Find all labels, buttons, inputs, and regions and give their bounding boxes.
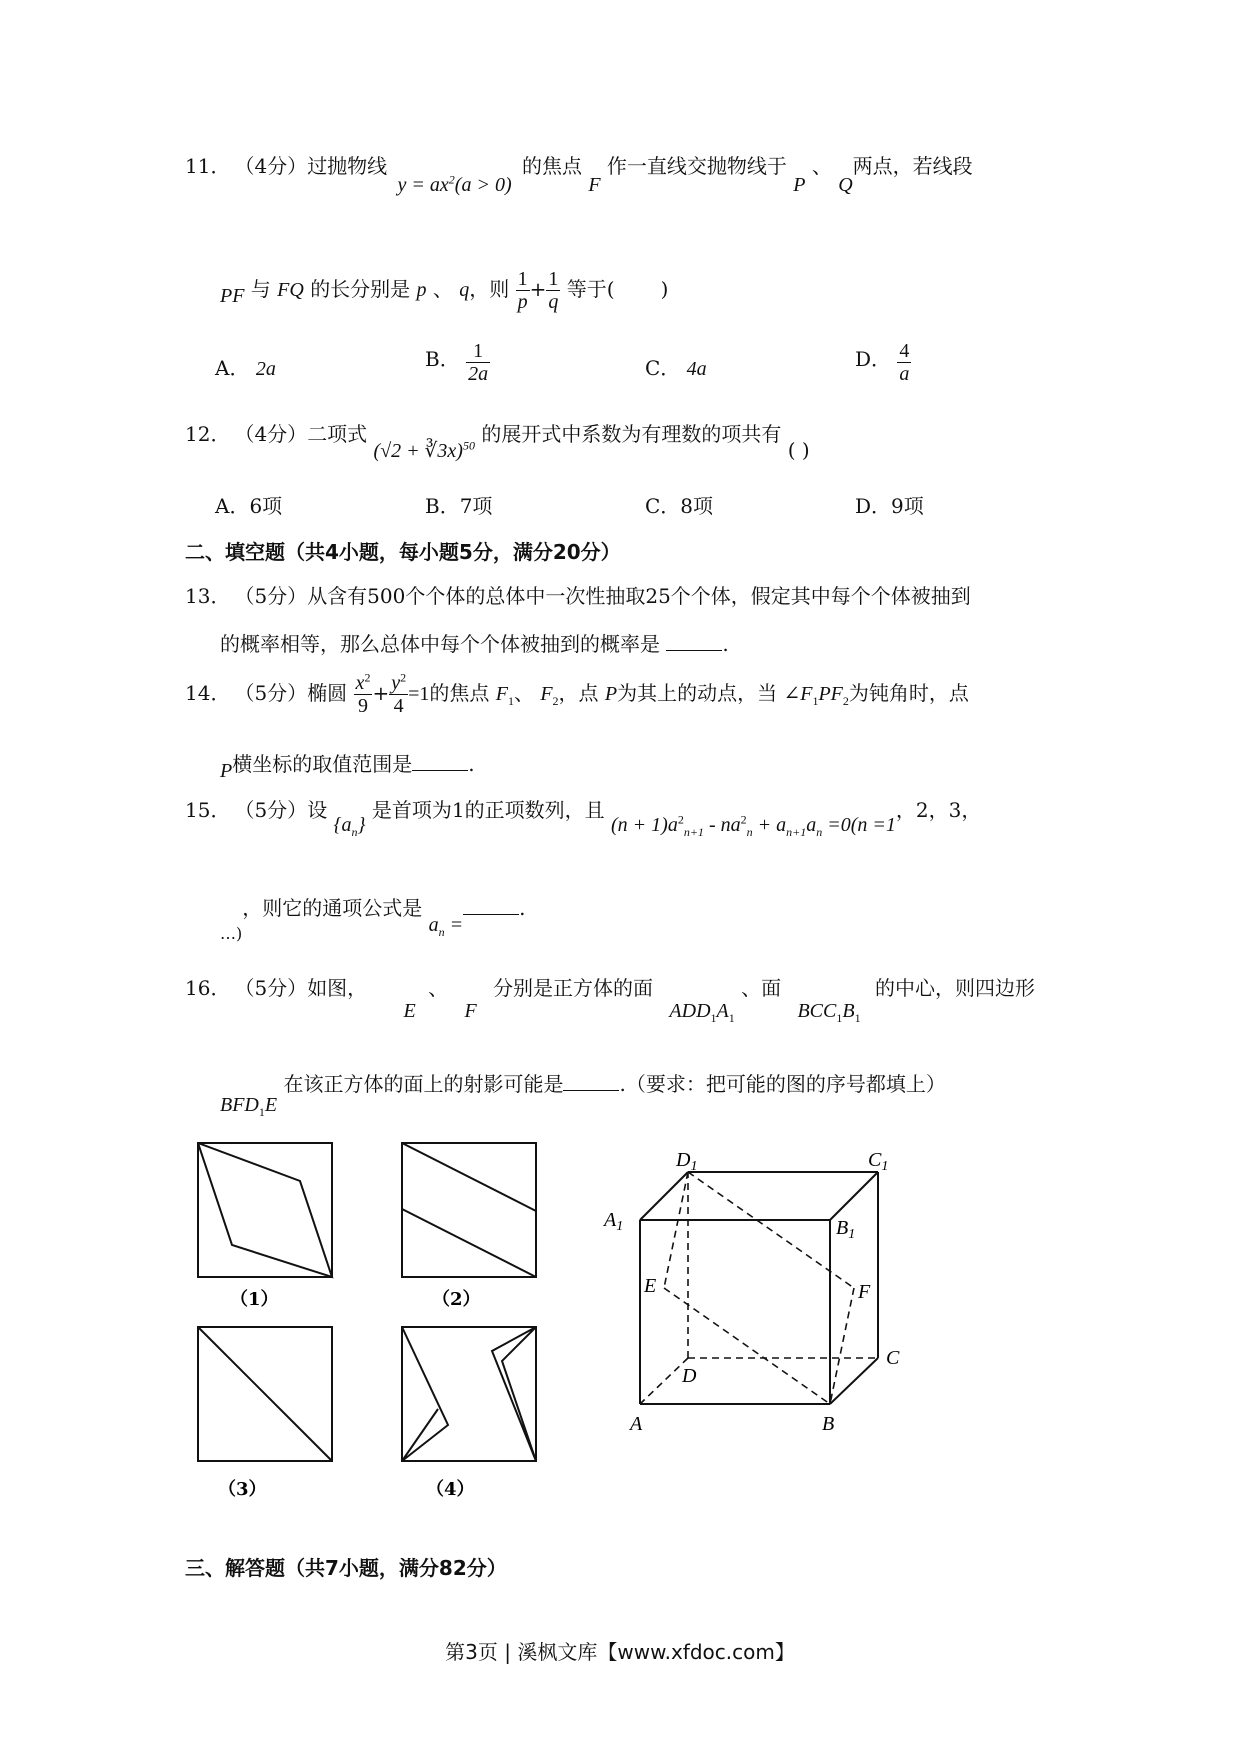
q11-frac-1-p: $\frac{1}{p}$ — [517, 268, 528, 313]
section-heading-3: 三、解答题（共7小题，满分82分） — [185, 1556, 507, 1580]
q16-line1: 16． （5分）如图， E 、 F 分别是正方体的面 $ADD_1A_1$ 、面 $BCC_1B_1$ 的中心，则四边形 — [185, 976, 1035, 1025]
q15-line2: $_{\dots)}$，则它的通项公式是 $a_n$ =. — [220, 896, 526, 943]
cube-label-f: F — [858, 1281, 871, 1303]
q13-line1: 13． （5分）从含有500个个体的总体中一次性抽取25个个体，假定其中每个个体被抽到 — [185, 584, 971, 608]
cube-label-e: E — [644, 1275, 657, 1297]
q11-score: （4分） — [244, 154, 308, 178]
q12-option-b: B．7项 — [425, 494, 493, 518]
quad-edge-d1-e — [664, 1172, 688, 1288]
q13-line2: 的概率相等，那么总体中每个个体被抽到的概率是 . — [220, 632, 729, 656]
answer-blank[interactable] — [563, 1074, 619, 1091]
figure-4-left-shape — [402, 1327, 448, 1461]
q12-binomial: (√2 + ∛3x)$^{50}$ — [373, 438, 475, 462]
q11-option-c: C． 4a — [645, 356, 707, 380]
q11-options — [215, 340, 935, 400]
figure-3-caption: （3） — [218, 1479, 267, 1500]
q15-line1: 15． （5分）设 $\{a_n\}$ 是首项为1的正项数列，且 $(n + 1)a^2_{n+1} - na^2_n + a_{n+1}a_n =0(n =1$，2，3， — [185, 798, 982, 839]
projection-figures — [190, 1135, 560, 1515]
cube-edge-c1-b1 — [830, 1172, 878, 1220]
cube-label-a: A — [630, 1413, 643, 1435]
answer-blank[interactable] — [412, 754, 468, 771]
figure-1-projection — [198, 1143, 332, 1277]
cube-label-d1: $D_1$ — [676, 1149, 698, 1174]
q12-options — [215, 490, 935, 520]
q11-line1: 11． （4分）过抛物线 $y = ax^2(a > 0)$ 的焦点 F 作一直线交抛物线于 P 、 Q两点，若线段 — [185, 154, 973, 196]
quad-edge-f-b — [830, 1288, 854, 1404]
figure-4-caption: （4） — [426, 1479, 475, 1500]
page-footer: 第3页 | 溪枫文库【www.xfdoc.com】 — [445, 1640, 795, 1664]
answer-blank[interactable] — [463, 898, 519, 915]
q14-frac-x: $\frac{x^2}{9}$ — [355, 670, 371, 717]
q12-line: 12． （4分）二项式 (√2 + ∛3x)$^{50}$ 的展开式中系数为有理数的项共有 ( ) — [185, 422, 810, 462]
figure-3-diagonal — [198, 1327, 332, 1461]
q15-recurrence: $(n + 1)a^2_{n+1} - na^2_n + a_{n+1}a_n =0(n =1$ — [611, 812, 896, 839]
q11-option-d: D． $\frac{4}{a}$ — [855, 340, 910, 385]
q11-curve: $y = ax^2(a > 0)$ — [397, 172, 512, 196]
q11-option-b: B． $\frac{1}{2a}$ — [425, 340, 489, 385]
q12-option-d: D．9项 — [855, 494, 924, 518]
figure-2-line-lower — [402, 1209, 536, 1277]
cube-label-a1: $A_1$ — [604, 1209, 624, 1234]
figure-1-square — [198, 1143, 332, 1277]
cube-label-b1: $B_1$ — [836, 1217, 856, 1242]
q12-option-a: A．6项 — [215, 494, 283, 518]
q11-frac-1-q: $\frac{1}{q}$ — [548, 268, 559, 313]
answer-blank[interactable] — [666, 634, 722, 651]
section-heading-2: 二、填空题（共4小题，每小题5分，满分20分） — [185, 540, 621, 564]
q11-number: 11． — [185, 154, 231, 178]
q14-frac-y: $\frac{y^2}{4}$ — [391, 670, 407, 717]
q11-line2: PF 与 FQ 的长分别是 p 、 q，则 $\frac{1}{p}$ + $\frac{1}{q}$ 等于( ) — [220, 268, 669, 313]
cube-edge-c-b — [830, 1358, 878, 1404]
q11-option-a: A． 2a — [215, 356, 276, 380]
figure-2-line-upper — [402, 1143, 536, 1211]
figure-2-square — [402, 1143, 536, 1277]
q16-line2: $BFD_1E$ 在该正方体的面上的射影可能是 .（要求：把可能的图的序号都填上） — [220, 1072, 946, 1119]
q14-line2: P横坐标的取值范围是 . — [220, 752, 475, 782]
figure-2-caption: （2） — [432, 1289, 481, 1310]
cube-label-d: D — [682, 1365, 697, 1387]
cube-label-c: C — [886, 1347, 900, 1369]
cube-edge-a1-d1 — [640, 1172, 688, 1220]
figure-1-caption: （1） — [230, 1289, 279, 1310]
cube-hidden-d-a — [640, 1358, 688, 1404]
cube-label-c1: $C_1$ — [868, 1149, 889, 1174]
cube-figure — [600, 1142, 920, 1462]
q14-line1: 14． （5分）椭圆 $\frac{x^2}{9}$ + $\frac{y^2}{4}$ =1的焦点 $F_1$、 $F_2$，点 P为其上的动点，当 $\angle F_1PF_2$为钝角时，点 — [185, 670, 969, 717]
q12-option-c: C．8项 — [645, 494, 714, 518]
figure-4-right-shape — [492, 1327, 536, 1461]
cube-label-b: B — [822, 1413, 835, 1435]
